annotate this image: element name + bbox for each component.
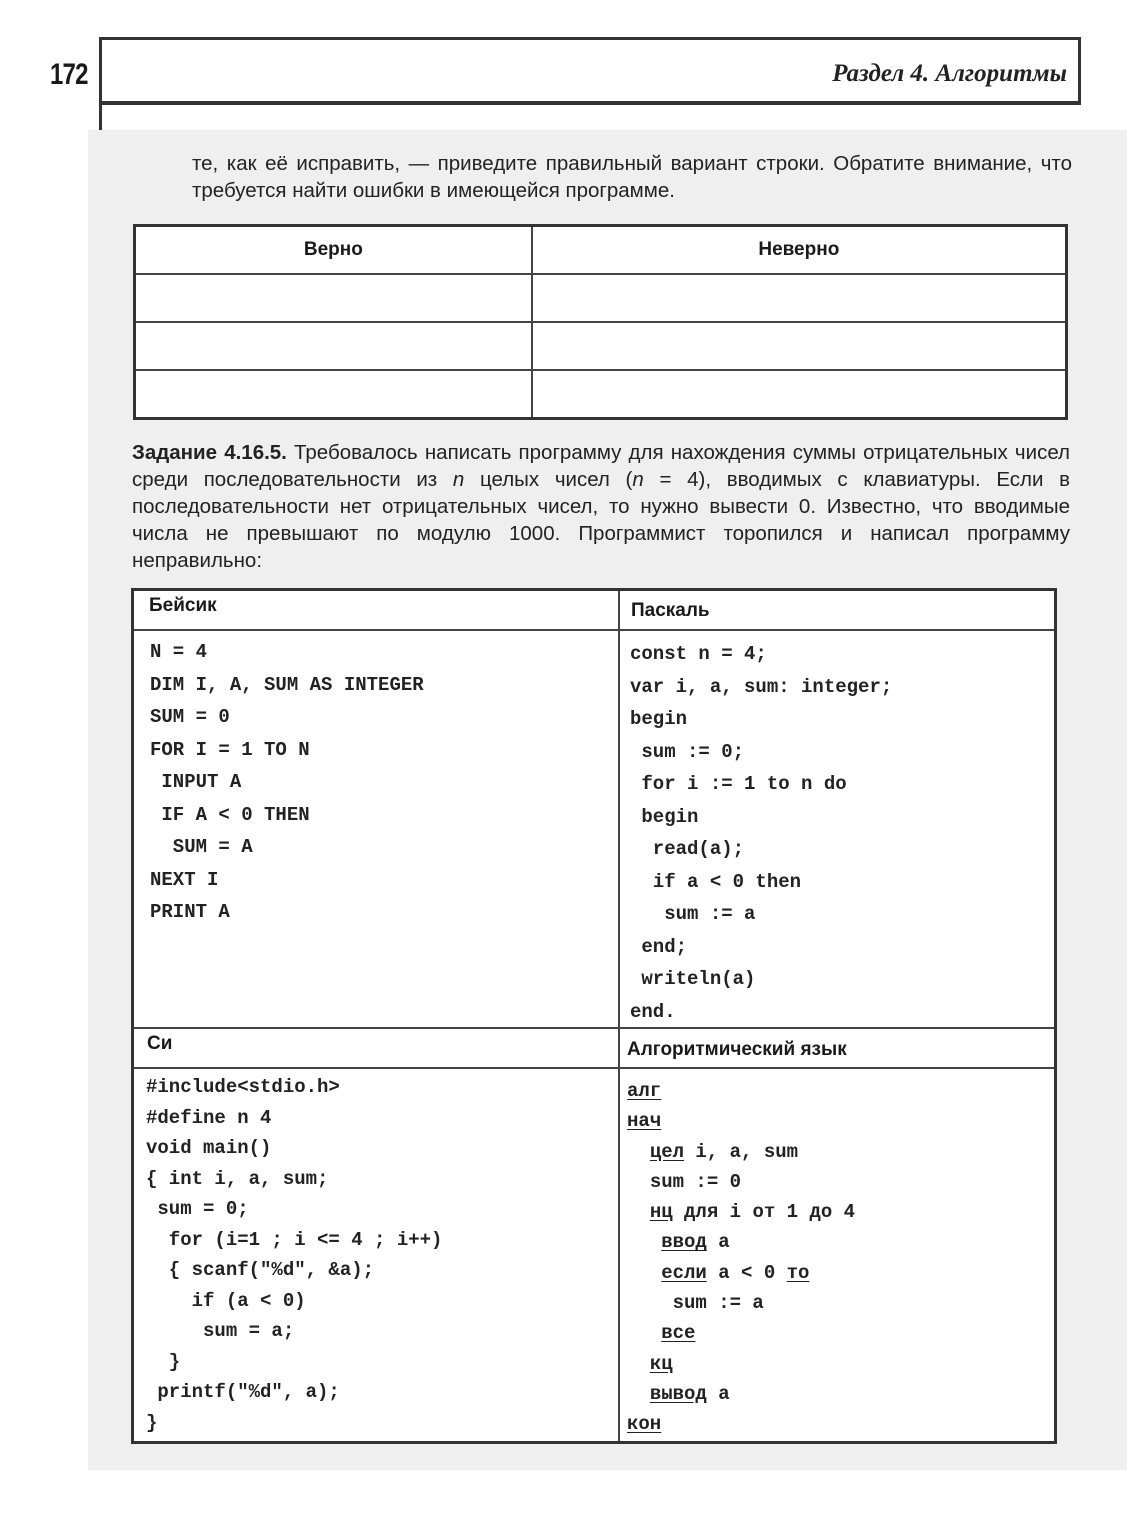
code-line: void main() bbox=[146, 1137, 272, 1159]
code-line: sum = a; bbox=[146, 1320, 295, 1342]
keyword: вывод bbox=[649, 1382, 707, 1405]
code-line: read(a); bbox=[630, 838, 745, 860]
task-text: = 4), вводимых с клавиатуры. Если в последовательности нет отрицательных чисел, то нужно вывести 0. Известно, что вводимые числа не превышают по модулю 1000. Программист торопился и написал программу неправильно: bbox=[132, 468, 1070, 572]
code-line: { scanf("%d", &a); bbox=[146, 1259, 375, 1281]
code-line: end; bbox=[630, 935, 688, 958]
keyword: цел bbox=[649, 1140, 685, 1163]
code-text: a < 0 bbox=[706, 1261, 787, 1284]
keyword: кц bbox=[649, 1352, 673, 1375]
c-title: Си bbox=[147, 1033, 173, 1054]
code-text: sum := a bbox=[672, 1292, 764, 1315]
basic-code bbox=[150, 636, 424, 929]
code-line: PRINT A bbox=[150, 901, 230, 923]
intro-paragraph: те, как её исправить, — приведите правильный вариант строки. Обратите внимание, что требуется найти ошибки в имеющейся программе. bbox=[192, 152, 1072, 202]
code-line: #define n 4 bbox=[146, 1106, 272, 1129]
code-line: } bbox=[146, 1350, 181, 1373]
header-divider bbox=[99, 100, 102, 130]
table-row bbox=[135, 370, 1067, 419]
code-line: sum = 0; bbox=[146, 1198, 249, 1220]
task-text: Требовалось написать программу для нахождения суммы отрицательных чисел среди последовательности из bbox=[132, 441, 1070, 491]
code-line: INPUT A bbox=[150, 771, 242, 793]
code-line: IF A < 0 THEN bbox=[150, 803, 310, 826]
column-header-correct: Верно bbox=[135, 226, 532, 275]
answer-cell[interactable] bbox=[532, 322, 1067, 370]
code-line: begin bbox=[630, 805, 699, 828]
answer-cell[interactable] bbox=[532, 370, 1067, 419]
keyword: если bbox=[661, 1261, 707, 1284]
code-line: FOR I = 1 TO N bbox=[150, 738, 310, 761]
code-line: const n = 4; bbox=[630, 643, 767, 665]
code-line: } bbox=[146, 1411, 158, 1434]
keyword: кон bbox=[627, 1413, 662, 1436]
code-line: begin bbox=[630, 708, 688, 730]
code-text: sum := 0 bbox=[649, 1170, 742, 1193]
section-title: Раздел 4. Алгоритмы bbox=[832, 60, 1067, 87]
code-line: for (i=1 ; i <= 4 ; i++) bbox=[146, 1228, 443, 1251]
code-text: a bbox=[706, 1382, 730, 1405]
answer-cell[interactable] bbox=[135, 322, 532, 370]
c-code bbox=[146, 1072, 442, 1438]
task-label: Задание 4.16.5. bbox=[132, 441, 287, 464]
code-line: SUM = A bbox=[150, 836, 253, 858]
keyword: ввод bbox=[661, 1231, 707, 1254]
code-line: NEXT I bbox=[150, 868, 219, 891]
code-line: sum := 0; bbox=[630, 740, 745, 763]
table-row bbox=[135, 322, 1067, 370]
keyword: алг bbox=[627, 1080, 662, 1102]
code-line: if a < 0 then bbox=[630, 870, 802, 893]
keyword: все bbox=[661, 1322, 696, 1345]
code-line: end. bbox=[630, 1000, 676, 1023]
code-line: writeln(a) bbox=[630, 968, 756, 990]
code-line: var i, a, sum: integer; bbox=[630, 675, 893, 698]
basic-title: Бейсик bbox=[149, 595, 217, 616]
row-divider bbox=[134, 629, 1054, 631]
column-divider bbox=[618, 591, 620, 1441]
code-text: a bbox=[706, 1231, 730, 1254]
code-line: printf("%d", a); bbox=[146, 1381, 340, 1403]
task-text: целых чисел ( bbox=[464, 468, 633, 491]
keyword: нач bbox=[627, 1110, 662, 1133]
task-variable: n bbox=[632, 468, 644, 491]
row-divider bbox=[134, 1027, 1054, 1029]
table-row bbox=[135, 274, 1067, 322]
page-number: 172 bbox=[50, 58, 88, 91]
code-line: DIM I, A, SUM AS INTEGER bbox=[150, 673, 424, 696]
code-line: sum := a bbox=[630, 903, 756, 925]
code-line: SUM = 0 bbox=[150, 706, 230, 728]
answer-table bbox=[133, 224, 1068, 420]
code-text: i, a, sum bbox=[684, 1140, 799, 1163]
code-line: for i := 1 to n do bbox=[630, 773, 847, 795]
answer-cell[interactable] bbox=[532, 274, 1067, 322]
code-line: #include<stdio.h> bbox=[146, 1076, 340, 1098]
algo-title: Алгоритмический язык bbox=[627, 1039, 847, 1060]
keyword: нц bbox=[649, 1201, 673, 1224]
code-line: { int i, a, sum; bbox=[146, 1167, 329, 1190]
task-variable: n bbox=[452, 468, 465, 491]
code-line: if (a < 0) bbox=[146, 1289, 306, 1312]
row-divider bbox=[134, 1067, 1054, 1069]
pascal-title: Паскаль bbox=[631, 600, 710, 621]
programs-table bbox=[131, 588, 1057, 1444]
code-text: для i от 1 до 4 bbox=[672, 1201, 856, 1224]
answer-cell[interactable] bbox=[135, 274, 532, 322]
pascal-code bbox=[630, 638, 892, 1028]
keyword: то bbox=[786, 1261, 810, 1284]
column-header-incorrect: Неверно bbox=[532, 226, 1067, 275]
code-line: N = 4 bbox=[150, 641, 208, 663]
algo-code bbox=[627, 1076, 855, 1440]
task-paragraph bbox=[132, 439, 1070, 574]
answer-cell[interactable] bbox=[135, 370, 532, 419]
